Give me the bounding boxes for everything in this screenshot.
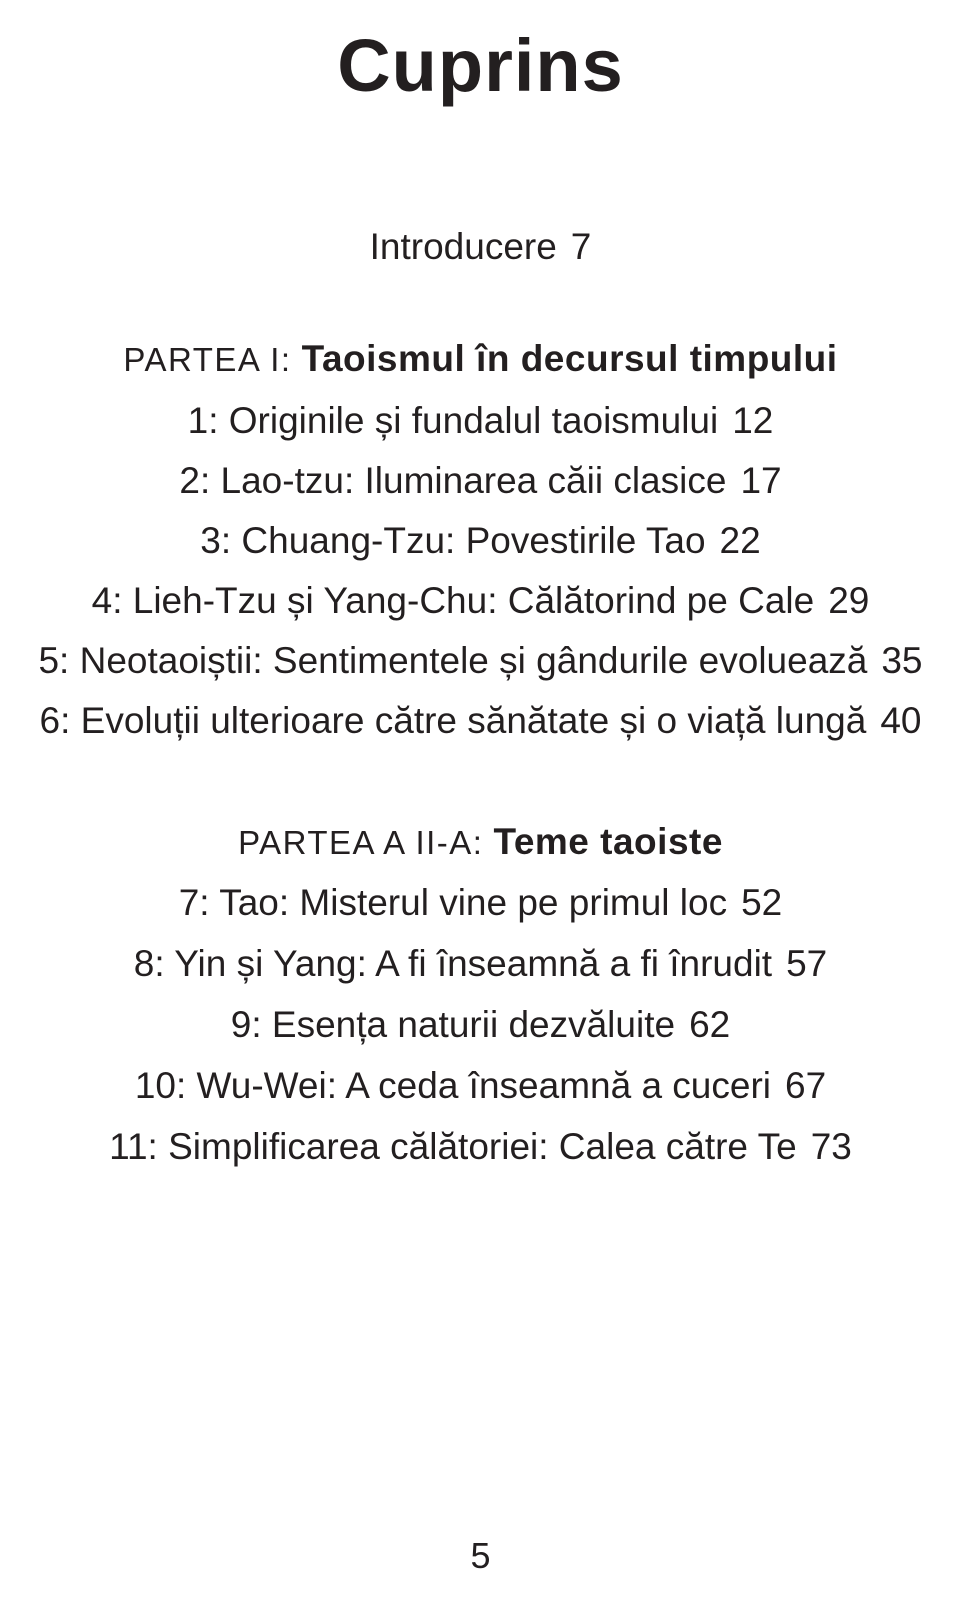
page-title: Cuprins [337, 24, 624, 107]
chapter-page: 22 [719, 520, 761, 561]
chapter-label: 6: Evoluții ulterioare către sănătate și o viață lungă [39, 700, 867, 741]
toc-entry-ch11 [0, 1116, 961, 1177]
toc-entry-label: Introducere [369, 226, 557, 267]
toc-entry-ch1 [0, 391, 961, 451]
toc-entry-ch7 [0, 872, 961, 933]
toc-entry-ch8 [0, 933, 961, 994]
chapter-label: 5: Neotaoiștii: Sentimentele și gândurile evoluează [38, 640, 868, 681]
toc-entry-ch5 [0, 631, 961, 691]
chapter-page: 35 [881, 640, 923, 681]
chapter-label: 3: Chuang-Tzu: Povestirile Tao [200, 520, 706, 561]
chapter-page: 52 [741, 882, 783, 923]
chapter-page: 73 [810, 1126, 852, 1167]
folio-page-number: 5 [470, 1535, 491, 1576]
toc-entry-ch9 [0, 994, 961, 1055]
chapter-page: 57 [786, 943, 828, 984]
part-2-title: Teme taoiste [493, 821, 723, 862]
part-1-label: PARTEA I: [123, 341, 292, 378]
chapter-label: 8: Yin și Yang: A fi înseamnă a fi înrudit [133, 943, 773, 984]
toc-entry-ch2 [0, 451, 961, 511]
chapter-label: 1: Originile și fundalul taoismului [187, 400, 719, 441]
chapter-label: 4: Lieh-Tzu și Yang-Chu: Călătorind pe Cale [91, 580, 815, 621]
chapter-label: 9: Esența naturii dezvăluite [230, 1004, 676, 1045]
toc-entry-ch6 [0, 691, 961, 751]
toc-entry-ch10 [0, 1055, 961, 1116]
toc-entry-ch4 [0, 571, 961, 631]
chapter-label: 7: Tao: Misterul vine pe primul loc [178, 882, 728, 923]
part-1-title: Taoismul în decursul timpului [301, 338, 838, 379]
chapter-page: 67 [785, 1065, 827, 1106]
part-2-heading [0, 819, 961, 866]
part-2-chapter-list [0, 872, 961, 1177]
part-2-label: PARTEA A II-A: [238, 824, 484, 861]
chapter-label: 10: Wu-Wei: A ceda înseamnă a cuceri [134, 1065, 772, 1106]
part-1-chapter-list [0, 391, 961, 751]
chapter-page: 12 [732, 400, 774, 441]
toc-entry-ch3 [0, 511, 961, 571]
chapter-label: 2: Lao-tzu: Iluminarea căii clasice [179, 460, 727, 501]
toc-entry-introduction [0, 225, 961, 269]
part-1-heading [0, 336, 961, 383]
chapter-page: 29 [828, 580, 870, 621]
chapter-page: 62 [689, 1004, 731, 1045]
chapter-page: 17 [740, 460, 782, 501]
toc-entry-page: 7 [570, 226, 592, 267]
chapter-page: 40 [880, 700, 922, 741]
chapter-label: 11: Simplificarea călătoriei: Calea către Te [109, 1126, 797, 1167]
